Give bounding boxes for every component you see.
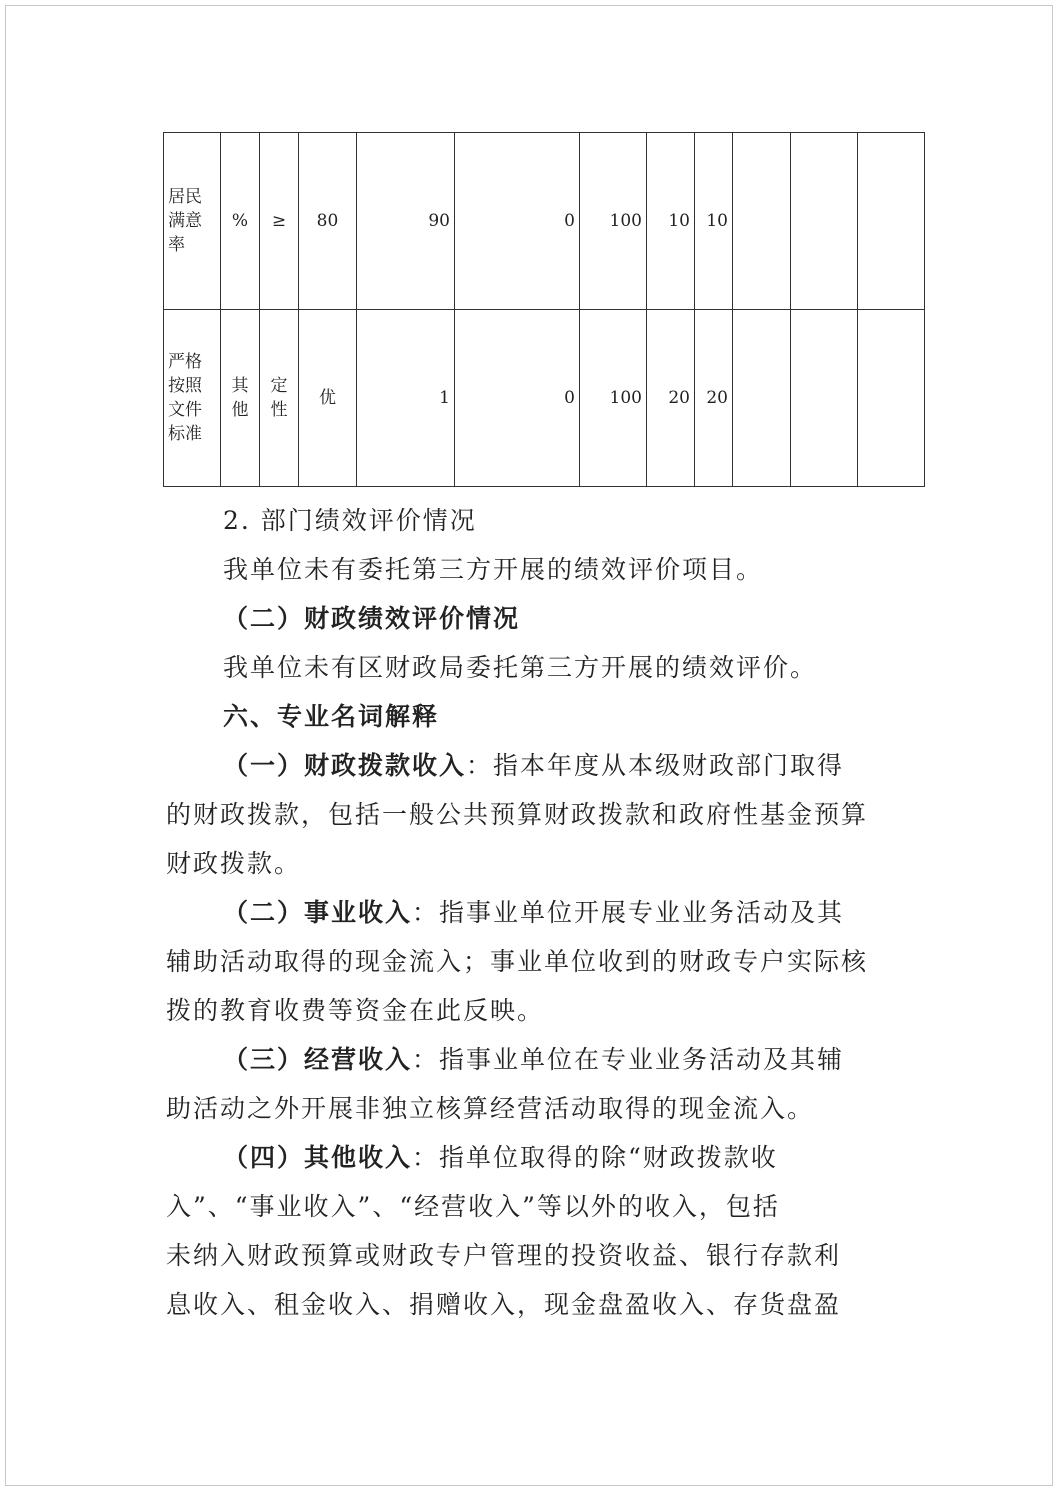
section-heading-dept: 2. 部门绩效评价情况	[223, 506, 477, 535]
target-cell: 优	[299, 310, 357, 487]
paragraph-dept: 我单位未有委托第三方开展的绩效评价项目。	[223, 555, 764, 584]
glossary-term: （四）其他收入	[223, 1143, 413, 1172]
glossary-item-4-line-2: 入”、“事业收入”、“经营收入”等以外的收入，包括	[166, 1192, 780, 1221]
glossary-definition: ：指单位取得的除“财政拨款收	[412, 1143, 778, 1172]
glossary-item-4-line-1	[166, 1133, 870, 1182]
indicator-name: 严格按照文件标准	[168, 352, 202, 444]
unit-cell: 其他	[231, 376, 249, 420]
indicator-name: 居民满意率	[168, 187, 202, 255]
rate-cell: 100	[580, 133, 647, 310]
operator-cell: ≥	[260, 133, 299, 310]
actual-cell: 90	[357, 133, 455, 310]
deviation-cell: 0	[455, 310, 580, 487]
score-cell: 10	[695, 133, 733, 310]
score-cell: 20	[695, 310, 733, 487]
target-cell: 80	[299, 133, 357, 310]
empty-cell	[858, 310, 925, 487]
document-body	[166, 496, 870, 1329]
glossary-item-3	[166, 1035, 870, 1133]
glossary-definition: ：指本年度从本级财政部门取得的财政拨款，包括一般公共预算财政拨款和政府性基金预算财政拨款。	[166, 751, 869, 878]
glossary-item-2	[166, 888, 870, 1035]
section-heading-finance: （二）财政绩效评价情况	[223, 604, 521, 633]
operator-cell: 定性	[270, 376, 288, 420]
deviation-cell: 0	[455, 133, 580, 310]
empty-cell	[791, 133, 858, 310]
glossary-term: （三）经营收入	[223, 1045, 413, 1074]
glossary-item-1	[166, 741, 870, 888]
glossary-item-4-line-3: 未纳入财政预算或财政专户管理的投资收益、银行存款利	[166, 1241, 842, 1270]
weight-cell: 10	[647, 133, 695, 310]
glossary-term: （一）财政拨款收入	[223, 751, 467, 780]
actual-cell: 1	[357, 310, 455, 487]
empty-cell	[733, 310, 791, 487]
empty-cell	[858, 133, 925, 310]
empty-cell	[791, 310, 858, 487]
performance-table	[163, 132, 925, 487]
unit-cell: %	[221, 133, 260, 310]
glossary-term: （二）事业收入	[223, 898, 413, 927]
paragraph-finance: 我单位未有区财政局委托第三方开展的绩效评价。	[223, 653, 818, 682]
glossary-definition: ：指事业单位在专业业务活动及其辅助活动之外开展非独立核算经营活动取得的现金流入。	[166, 1045, 845, 1123]
table-row	[164, 133, 925, 310]
table-row	[164, 310, 925, 487]
glossary-definition: ：指事业单位开展专业业务活动及其辅助活动取得的现金流入；事业单位收到的财政专户实际核拨的教育收费等资金在此反映。	[166, 898, 869, 1025]
empty-cell	[733, 133, 791, 310]
glossary-item-4-line-4: 息收入、租金收入、捐赠收入，现金盘盈收入、存货盘盈	[166, 1290, 842, 1319]
section-heading-glossary: 六、专业名词解释	[223, 702, 440, 731]
weight-cell: 20	[647, 310, 695, 487]
rate-cell: 100	[580, 310, 647, 487]
